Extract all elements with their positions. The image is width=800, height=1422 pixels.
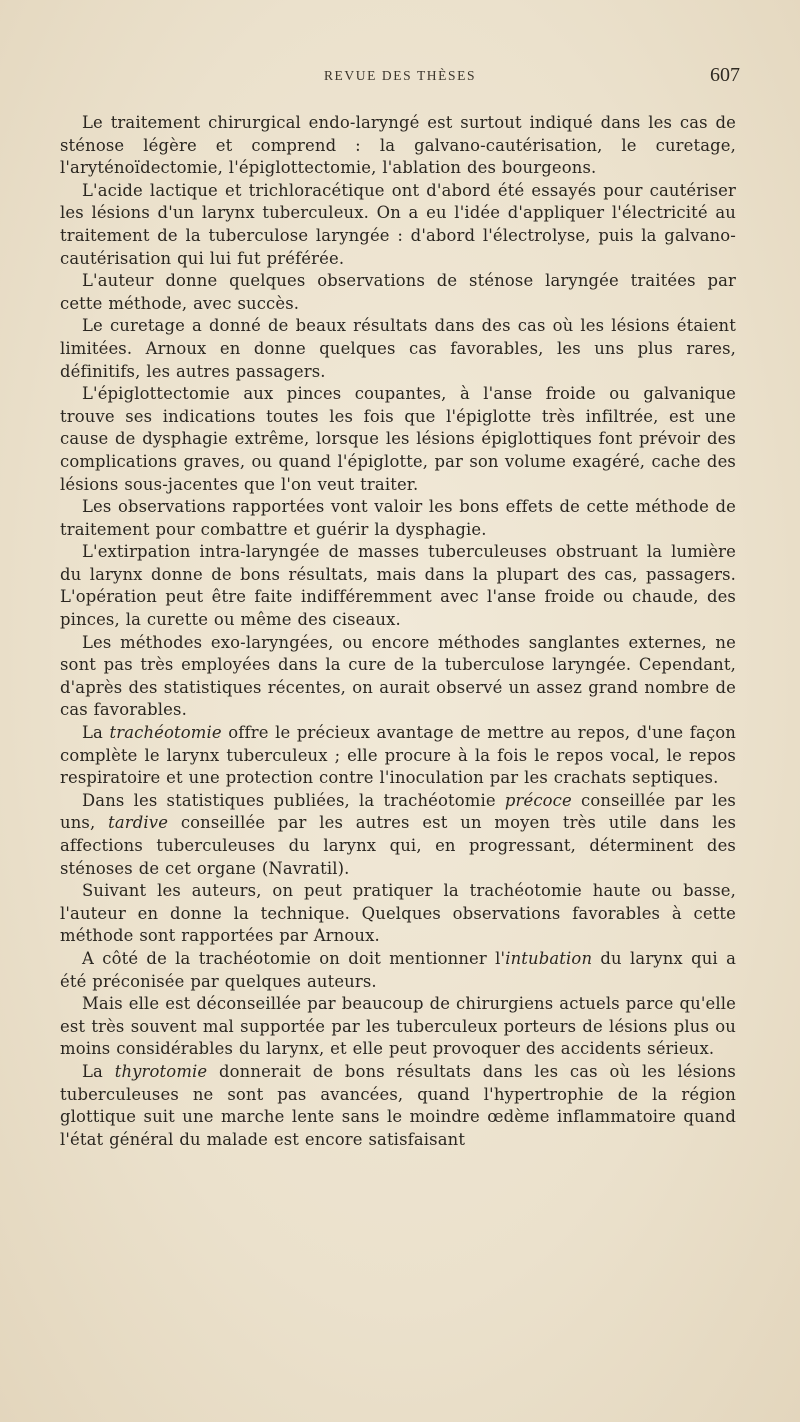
- paragraph: [60, 722, 736, 790]
- text-run: L'auteur donne quelques observations de sténose laryngée traitées par cette méthode, avec succès.: [60, 271, 736, 313]
- text-run: donnerait de bons résultats dans les cas où les lésions tuberculeuses ne sont pas avancées, quand l'hypertrophie de la région glottique suit une marche lente sans le moindre œdème inflammatoire quand l'état général du malade est encore satisfaisant: [60, 1061, 736, 1149]
- text-run: Dans les statistiques publiées, la trachéotomie: [82, 790, 505, 810]
- text-run: conseillée par les autres est un moyen très utile dans les affections tuberculeuses du larynx qui, en progressant, déterminent des sténoses de cet organe (Navratil).: [60, 813, 737, 878]
- text-run: Le curetage a donné de beaux résultats dans des cas où les lésions étaient limitées. Arnoux en donne quelques cas favorables, les uns plus rares, définitifs, les autres passagers.: [60, 316, 736, 381]
- text-run: La: [82, 723, 110, 743]
- italic-term: thyrotomie: [114, 1061, 208, 1081]
- text-run: Le traitement chirurgical endo-laryngé est surtout indiqué dans les cas de sténose légère et comprend : la galvano-cautérisation, le curetage, l'aryténoïdectomie, l'épiglottectomie, l'ablation des bourgeons.: [60, 113, 736, 178]
- text-run: La: [82, 1061, 115, 1081]
- paragraph: [60, 180, 736, 270]
- paragraph: [60, 541, 736, 631]
- italic-term: tardive: [108, 813, 169, 833]
- running-title: REVUE DES THÈSES: [323, 68, 477, 83]
- text-run: Les méthodes exo-laryngées, ou encore méthodes sanglantes externes, ne sont pas très employées dans la cure de la tuberculose laryngée. Cependant, d'après des statistiques récentes, on aurait observé un assez grand nombre de cas favorables.: [60, 632, 736, 720]
- running-head: [60, 64, 740, 88]
- paragraph: [60, 790, 736, 880]
- text-run: L'extirpation intra-laryngée de masses tuberculeuses obstruant la lumière du larynx donne de bons résultats, mais dans la plupart des cas, passagers. L'opération peut être faite indifféremment avec l'anse froide ou chaude, des pinces, la curette ou même des ciseaux.: [60, 542, 736, 630]
- text-run: A côté de la trachéotomie on doit mentionner l': [82, 948, 506, 968]
- body-text: [60, 112, 736, 1151]
- text-run: offre le précieux avantage de mettre au repos, d'une façon complète le larynx tuberculeux ; elle procure à la fois le repos vocal, le repos respiratoire et une protection contre l'inoculation par les crachats septiques.: [60, 723, 736, 788]
- text-run: conseillée par les uns,: [60, 790, 736, 833]
- text-run: Suivant les auteurs, on peut pratiquer la trachéotomie haute ou basse, l'auteur en donne la technique. Quelques observations favorables à cette méthode sont rapportées par Arnoux.: [60, 881, 736, 946]
- text-run: Les observations rapportées vont valoir les bons effets de cette méthode de traitement pour combattre et guérir la dysphagie.: [60, 497, 736, 539]
- italic-term: précoce: [504, 790, 572, 810]
- paragraph: [60, 948, 736, 993]
- paragraph: [60, 1061, 736, 1151]
- text-run: L'épiglottectomie aux pinces coupantes, à l'anse froide ou galvanique trouve ses indications toutes les fois que l'épiglotte très infiltrée, est une cause de dysphagie extrême, lorsque les lésions épiglottiques font prévoir des complications graves, ou quand l'épiglotte, par son volume exagéré, cache des lésions sous-jacentes que l'on veut traiter.: [60, 384, 736, 494]
- page-number: 607: [710, 64, 740, 86]
- paragraph: [60, 880, 736, 948]
- paragraph: [60, 270, 736, 315]
- paragraph: [60, 315, 736, 383]
- paragraph: [60, 632, 736, 722]
- italic-term: intubation: [505, 948, 593, 968]
- paragraph: [60, 993, 736, 1061]
- paragraph: [60, 383, 736, 496]
- text-run: du larynx qui a été préconisée par quelques auteurs.: [60, 948, 736, 991]
- text-run: Mais elle est déconseillée par beaucoup de chirurgiens actuels parce qu'elle est très souvent mal supportée par les tuberculeux porteurs de lésions plus ou moins considérables du larynx, et elle peut provoquer des accidents sérieux.: [60, 994, 736, 1059]
- paragraph: [60, 496, 736, 541]
- italic-term: trachéotomie: [109, 723, 222, 743]
- paragraph: [60, 112, 736, 180]
- text-run: L'acide lactique et trichloracétique ont d'abord été essayés pour cautériser les lésions d'un larynx tuberculeux. On a eu l'idée d'appliquer l'électricité au traitement de la tuberculose laryngée : d'abord l'électrolyse, puis la galvano-cautérisation qui lui fut préférée.: [60, 180, 736, 268]
